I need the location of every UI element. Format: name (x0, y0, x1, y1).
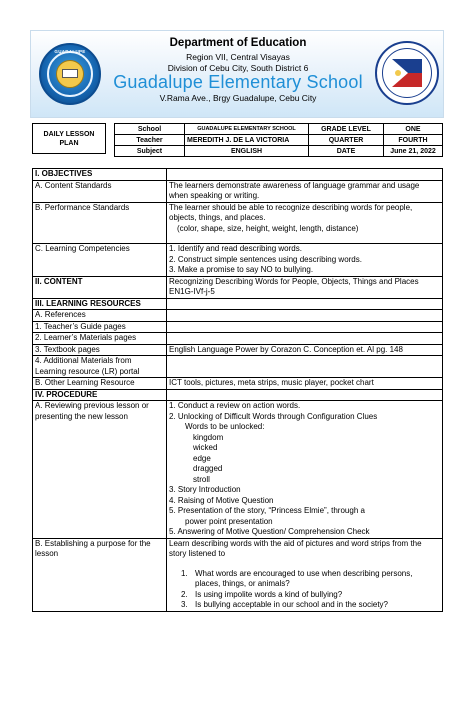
info-grid (114, 123, 443, 157)
info-row-subject (115, 146, 443, 157)
procedure-heading: IV. PROCEDURE (33, 389, 167, 401)
content-label: II. CONTENT (33, 276, 167, 298)
region-text: Region VII, Central Visayas (186, 52, 290, 62)
unlock-word: wicked (193, 443, 218, 452)
dlp-title-line1: DAILY LESSON (43, 130, 95, 138)
unlock-word: kingdom (193, 432, 224, 442)
question-text: Is bullying acceptable in our school and in the society? (195, 600, 389, 609)
performance-standards-line: objects, things, and places. (169, 213, 266, 222)
label-quarter: QUARTER (309, 135, 384, 146)
value-quarter: FOURTH (384, 135, 443, 146)
purpose-label-line: lesson (35, 549, 59, 558)
division-text: Division of Cebu City, South District 6 (167, 63, 309, 73)
review-step: 3. Story Introduction (169, 485, 241, 494)
table-row (33, 389, 443, 401)
unlock-word: stroll (193, 474, 210, 484)
purpose-question-continued: places, things, or animals? (195, 579, 290, 588)
sun-icon (395, 70, 401, 76)
purpose-question (169, 600, 440, 611)
review-label (33, 401, 167, 539)
review-step: 5. Answering of Motive Question/ Comprehension Check (169, 527, 370, 536)
competency-item: 2. Construct simple sentences using describing words. (169, 254, 362, 264)
value-teacher: MEREDITH J. DE LA VICTORIA (185, 135, 309, 146)
review-steps-cell (167, 401, 443, 539)
label-teacher: Teacher (115, 135, 185, 146)
table-row (33, 378, 443, 390)
purpose-question (169, 590, 440, 601)
info-row-teacher (115, 135, 443, 146)
purpose-intro-line: Learn describing words with the aid of pictures and word strips from the (169, 538, 422, 548)
performance-standards-line: (color, shape, size, height, weight, length, distance) (177, 223, 359, 233)
table-row (33, 310, 443, 322)
other-resources-value: ICT tools, pictures, meta strips, music player, pocket chart (167, 378, 443, 390)
dlp-title-line2: PLAN (59, 139, 79, 147)
value-grade-level: ONE (384, 124, 443, 135)
unlock-word: dragged (193, 464, 223, 473)
textbook-label: 3. Textbook pages (33, 344, 167, 356)
lesson-plan-table (32, 168, 443, 612)
question-text: Is using impolite words a kind of bullying? (195, 589, 343, 599)
purpose-question (169, 569, 440, 580)
table-row (33, 298, 443, 310)
purpose-intro-line: story listened to (169, 549, 226, 558)
empty-cell (167, 169, 443, 181)
performance-standards-label: B. Performance Standards (33, 202, 167, 244)
header-banner (30, 30, 444, 118)
empty-cell (167, 333, 443, 345)
table-row (33, 321, 443, 333)
info-row-school (115, 124, 443, 135)
value-school: GUADALUPE ELEMENTARY SCHOOL (185, 124, 309, 135)
value-subject: ENGLISH (185, 146, 309, 157)
school-address: V.Rama Ave., Brgy Guadalupe, Cebu City (159, 93, 317, 103)
competency-item: 1. Identify and read describing words. (169, 244, 302, 253)
table-row (33, 202, 443, 244)
textbook-value: English Language Power by Corazon C. Conception et. Al pg. 148 (167, 344, 443, 356)
objectives-heading: I. OBJECTIVES (33, 169, 167, 181)
spacer (169, 234, 440, 243)
learners-materials-label: 2. Learner’s Materials pages (33, 333, 167, 345)
empty-cell (167, 321, 443, 333)
empty-cell (167, 298, 443, 310)
label-subject: Subject (115, 146, 185, 157)
label-date: DATE (309, 146, 384, 157)
school-name: Guadalupe Elementary School (113, 72, 363, 92)
table-row (33, 344, 443, 356)
review-step: 5. Presentation of the story, “Princess Elmie”, through a (169, 506, 365, 515)
review-label-line: A. Reviewing previous lesson or (35, 401, 149, 410)
purpose-label (33, 538, 167, 611)
table-row (33, 169, 443, 181)
references-label: A. References (33, 310, 167, 322)
table-row (33, 180, 443, 202)
unlock-word: edge (193, 453, 211, 463)
additional-materials-line: Learning resource (LR) portal (35, 366, 140, 376)
content-standards-line: The learners demonstrate awareness of language grammar and usage (169, 180, 420, 190)
learning-competencies-cell (167, 244, 443, 277)
question-text: What words are encouraged to use when describing persons, (195, 568, 413, 578)
empty-cell (167, 389, 443, 401)
lesson-info (32, 123, 442, 154)
table-row (33, 356, 443, 378)
additional-materials-line: 4. Additional Materials from (35, 356, 132, 365)
additional-materials-label (33, 356, 167, 378)
performance-standards-cell (167, 202, 443, 244)
table-row (33, 244, 443, 277)
table-row (33, 401, 443, 539)
purpose-cell (167, 538, 443, 611)
review-step-continued: power point presentation (185, 516, 273, 526)
review-step: 4. Raising of Motive Question (169, 495, 274, 505)
spacer (169, 560, 440, 569)
content-standards-cell (167, 180, 443, 202)
empty-cell (167, 356, 443, 378)
question-number: 1. (181, 568, 188, 578)
content-standards-label: A. Content Standards (33, 180, 167, 202)
deped-seal-icon (375, 41, 439, 105)
unlock-intro: Words to be unlocked: (185, 422, 265, 431)
empty-cell (167, 310, 443, 322)
learning-resources-heading: III. LEARNING RESOURCES (33, 298, 167, 310)
table-row (33, 333, 443, 345)
question-number: 3. (181, 600, 188, 609)
purpose-label-line: B. Establishing a purpose for the (35, 538, 151, 548)
content-line: EN1G-IVf-j-5 (169, 287, 215, 296)
performance-standards-line: The learner should be able to recognize describing words for people, (169, 202, 413, 212)
teachers-guide-label: 1. Teacher’s Guide pages (33, 321, 167, 333)
table-row (33, 538, 443, 611)
content-standards-line: when speaking or writing. (169, 191, 260, 200)
logo-text: GUADALUPE (54, 49, 86, 54)
other-resources-label: B. Other Learning Resource (33, 378, 167, 390)
learning-competencies-label: C. Learning Competencies (33, 244, 167, 277)
review-step: 1. Conduct a review on action words. (169, 401, 301, 410)
table-row (33, 276, 443, 298)
competency-item: 3. Make a promise to say NO to bullying. (169, 265, 314, 274)
daily-lesson-plan-label (32, 123, 106, 154)
review-label-line: presenting the new lesson (35, 411, 128, 421)
label-school: School (115, 124, 185, 135)
review-step: 2. Unlocking of Difficult Words through Configuration Clues (169, 411, 378, 421)
department-title: Department of Education (169, 37, 307, 49)
label-grade-level: GRADE LEVEL (309, 124, 384, 135)
value-date: June 21, 2022 (384, 146, 443, 157)
content-cell (167, 276, 443, 298)
question-number: 2. (181, 589, 188, 599)
content-line: Recognizing Describing Words for People, Objects, Things and Places (169, 276, 419, 286)
